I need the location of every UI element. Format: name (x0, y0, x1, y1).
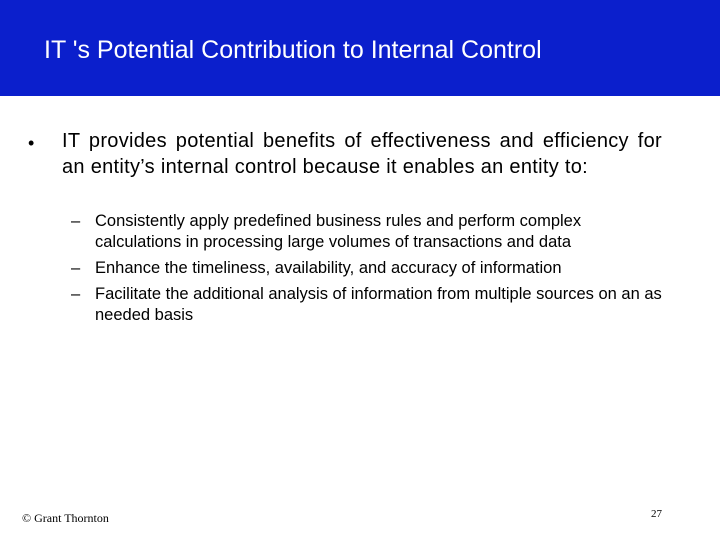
dash-icon: – (71, 285, 81, 303)
main-bullet-text: IT provides potential benefits of effectiveness and efficiency for an entity’s internal control because it enables an entity to: (62, 130, 662, 178)
title-bar (0, 0, 720, 96)
slide-title: IT 's Potential Contribution to Internal Control (44, 36, 542, 64)
sub-bullet-list (71, 211, 671, 331)
sub-bullet-item (71, 211, 671, 253)
sub-bullet-text: Facilitate the additional analysis of information from multiple sources on an as needed basis (95, 285, 662, 324)
sub-bullet-text: Enhance the timeliness, availability, and accuracy of information (95, 259, 562, 277)
sub-bullet-item (71, 258, 671, 279)
sub-bullet-text: Consistently apply predefined business rules and perform complex calculations in processing large volumes of transactions and data (95, 212, 582, 251)
page-number: 27 (651, 508, 662, 520)
bullet-icon: • (28, 133, 35, 153)
sub-bullet-item (71, 284, 671, 326)
footer-copyright: © Grant Thornton (22, 511, 109, 525)
dash-icon: – (71, 259, 81, 277)
dash-icon: – (71, 212, 81, 230)
main-bullet (28, 128, 662, 180)
